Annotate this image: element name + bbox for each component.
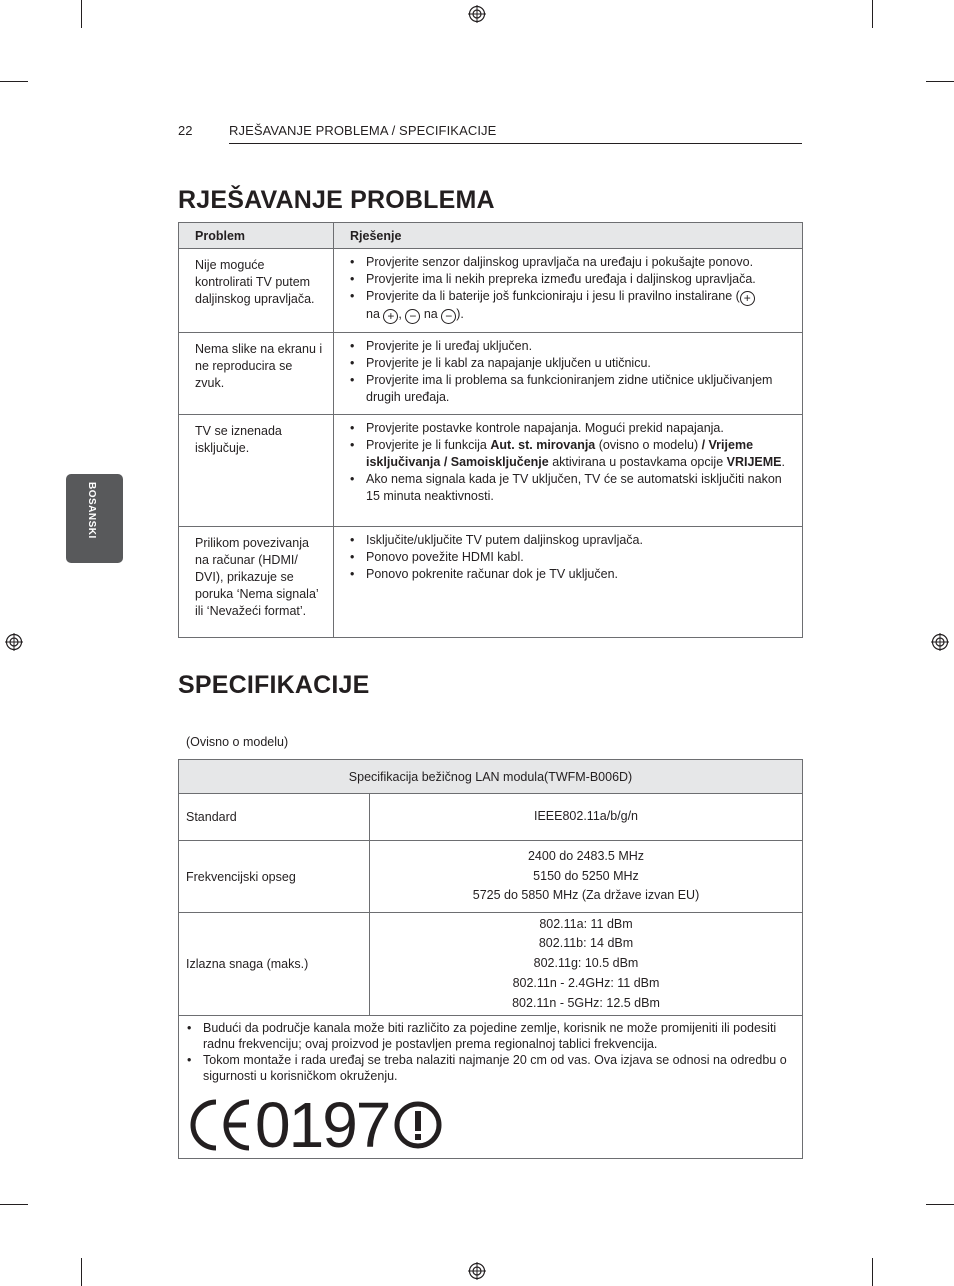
header-rule xyxy=(229,143,802,144)
battery-text: na xyxy=(366,307,380,321)
table-row xyxy=(179,415,803,527)
spec-value: IEEE802.11a/b/g/n xyxy=(370,794,803,841)
battery-text: Provjerite da li baterije još funkcioniraju i jesu li pravilno instalirane ( xyxy=(366,289,740,303)
spec-label: Standard xyxy=(179,794,370,841)
specifications-table xyxy=(178,759,803,1159)
menu-option-name: / Vrijeme isključivanja / Samoisključenje xyxy=(366,438,754,469)
table-row xyxy=(179,841,803,913)
power-value: 802.11a: 11 dBm xyxy=(539,916,633,931)
registration-mark-icon xyxy=(468,5,486,23)
table-row xyxy=(179,527,803,638)
spec-value xyxy=(370,913,803,1016)
text-span: . xyxy=(781,455,786,469)
problem-cell: Prilikom povezivanja na računar (HDMI/ DVI), prikazuje se poruka ‘Nema signala’ ili ‘Nevažeći format’. xyxy=(179,527,334,638)
table-header-row xyxy=(179,223,803,249)
spec-label: Izlazna snaga (maks.) xyxy=(179,913,370,1016)
list-item: • Provjerite senzor daljinskog upravljača na uređaju i pokušajte ponovo. xyxy=(350,254,792,271)
table-row xyxy=(179,794,803,841)
list-item: • Ponovo povežite HDMI kabl. xyxy=(350,549,792,566)
battery-text: ). xyxy=(456,307,464,321)
column-header-problem: Problem xyxy=(179,223,334,249)
list-item: • Provjerite ima li problema sa funkcioniranjem zidne utičnice uključivanjem drugih uređaja. xyxy=(350,372,792,406)
ce-marking xyxy=(187,1089,792,1161)
table-header-row xyxy=(179,760,803,794)
list-item: • Provjerite je li kabl za napajanje uključen u utičnicu. xyxy=(350,355,792,372)
list-item: • Tokom montaže i rada uređaj se treba nalaziti najmanje 20 cm od vas. Ova izjava se odnosi na odredbu o sigurnosti u korisničkom okruženju. xyxy=(187,1052,792,1084)
column-header-solution: Rješenje xyxy=(334,223,803,249)
text-span: (ovisno o modelu) xyxy=(598,438,699,452)
registration-mark-icon xyxy=(5,633,23,651)
menu-option-name: Aut. st. mirovanja xyxy=(490,438,596,452)
plus-icon: + xyxy=(383,309,398,324)
frequency-value: 5725 do 5850 MHz (Za države izvan EU) xyxy=(472,888,700,903)
troubleshooting-heading: RJEŠAVANJE PROBLEMA xyxy=(178,186,495,214)
table-row xyxy=(179,333,803,415)
troubleshooting-table xyxy=(178,222,803,638)
solution-cell xyxy=(334,527,803,638)
power-value: 802.11g: 10.5 dBm xyxy=(533,956,639,971)
registration-mark-icon xyxy=(931,633,949,651)
text-span: Provjerite je li funkcija xyxy=(366,438,487,452)
table-row xyxy=(179,913,803,1016)
list-item: • Isključite/uključite TV putem daljinskog upravljača. xyxy=(350,532,792,549)
power-value: 802.11n - 2.4GHz: 11 dBm xyxy=(512,975,660,990)
list-item: • Ako nema signala kada je TV uključen, TV će se automatski isključiti nakon 15 minuta neaktivnosti. xyxy=(350,471,792,505)
frequency-value: 2400 do 2483.5 MHz xyxy=(527,848,645,863)
registration-mark-icon xyxy=(468,1262,486,1280)
minus-icon: − xyxy=(405,309,420,324)
language-tab-label: BOSANSKI xyxy=(86,482,97,539)
battery-text: , xyxy=(398,307,402,321)
problem-cell: Nema slike na ekranu i ne reproducira se zvuk. xyxy=(179,333,334,415)
list-item xyxy=(350,437,792,471)
problem-cell: Nije moguće kontrolirati TV putem daljinskog upravljača. xyxy=(179,249,334,333)
power-value: 802.11n - 5GHz: 12.5 dBm xyxy=(512,995,660,1010)
problem-cell: TV se iznenada isključuje. xyxy=(179,415,334,527)
notified-body-number: 0197 xyxy=(255,1089,390,1161)
list-item: • Provjerite postavke kontrole napajanja. Mogući prekid napajanja. xyxy=(350,420,792,437)
solution-cell xyxy=(334,249,803,333)
solution-cell xyxy=(334,333,803,415)
minus-icon: − xyxy=(441,309,456,324)
page-number: 22 xyxy=(178,123,193,138)
solution-cell xyxy=(334,415,803,527)
battery-text: na xyxy=(423,307,438,321)
text-span: aktivirana u postavkama opcije xyxy=(552,455,724,469)
spec-value xyxy=(370,841,803,913)
plus-icon: + xyxy=(740,291,755,306)
list-item: • Provjerite ima li nekih prepreka između uređaja i daljinskog upravljača. xyxy=(350,271,792,288)
spec-table-header: Specifikacija bežičnog LAN modula(TWFM-B006D) xyxy=(179,760,803,794)
list-item: • Provjerite je li uređaj uključen. xyxy=(350,338,792,355)
list-item: • Budući da područje kanala može biti različito za pojedine zemlje, korisnik ne može promijeniti ili podesiti radnu frekvenciju; ovaj proizvod je postavljen prema regionalnoj tablici frekvencija. xyxy=(187,1020,792,1052)
frequency-value: 5150 do 5250 MHz xyxy=(533,868,639,883)
spec-footnotes xyxy=(179,1016,803,1159)
specifications-heading: SPECIFIKACIJE xyxy=(178,671,370,699)
list-item xyxy=(350,288,792,324)
table-row xyxy=(179,249,803,333)
alert-sign-icon xyxy=(393,1100,443,1150)
language-tab xyxy=(66,474,123,563)
power-value: 802.11b: 14 dBm xyxy=(538,936,634,951)
spec-label: Frekvencijski opseg xyxy=(179,841,370,913)
list-item: • Ponovo pokrenite računar dok je TV uključen. xyxy=(350,566,792,583)
ce-mark-icon xyxy=(187,1094,253,1156)
model-note: (Ovisno o modelu) xyxy=(186,735,289,749)
menu-option-name: VRIJEME xyxy=(726,455,782,469)
table-row xyxy=(179,1016,803,1159)
running-header: RJEŠAVANJE PROBLEMA / SPECIFIKACIJE xyxy=(229,123,497,138)
